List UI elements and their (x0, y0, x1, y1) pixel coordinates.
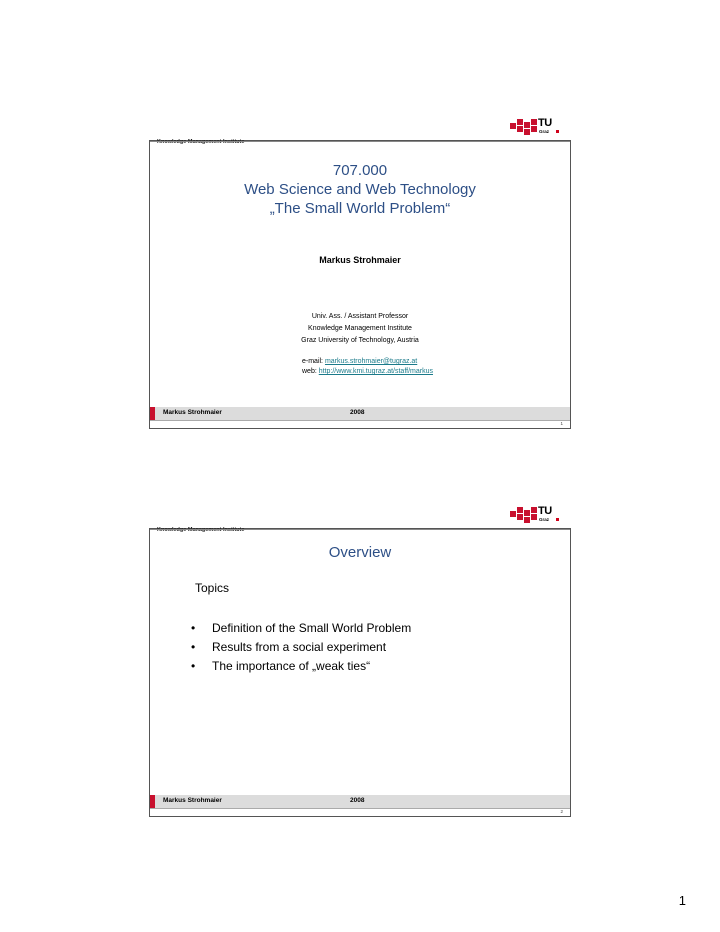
footer-accent (150, 407, 155, 420)
institute-label: Knowledge Management Institute (157, 139, 245, 145)
bullet-icon: • (191, 659, 196, 673)
slide-number: 2 (560, 809, 563, 814)
slide-title (150, 161, 570, 218)
email-link[interactable]: markus.strohmaier@tugraz.at (324, 358, 418, 365)
footer-year: 2008 (350, 797, 365, 804)
logo-dot (556, 518, 559, 521)
page-number: 1 (678, 893, 686, 908)
web-label: web: (302, 368, 319, 375)
slide-1 (149, 117, 571, 429)
affiliation-position: Univ. Ass. / Assistant Professor (311, 313, 409, 320)
footer-bar (150, 795, 570, 808)
lecture-topic: „The Small World Problem“ (269, 200, 451, 217)
bullet-icon: • (191, 640, 196, 654)
logo-graz-text: Graz (539, 129, 550, 134)
list-item: • Results from a social experiment (190, 638, 411, 657)
footer-bar (150, 407, 570, 420)
institute-label: Knowledge Management Institute (157, 527, 245, 533)
logo-dot (556, 130, 559, 133)
topics-list (190, 619, 411, 676)
footer-author: Markus Strohmaier (163, 409, 222, 416)
slide-number: 1 (560, 421, 563, 426)
affiliation-university: Graz University of Technology, Austria (301, 337, 419, 344)
footer-line (150, 808, 570, 809)
list-item: • Definition of the Small World Problem (190, 619, 411, 638)
tu-graz-logo (510, 505, 564, 529)
course-number: 707.000 (332, 162, 388, 179)
affiliation-institute: Knowledge Management Institute (308, 325, 412, 332)
logo-tu-text: TU (538, 117, 552, 129)
header-line (150, 141, 570, 142)
list-item: • The importance of „weak ties“ (190, 657, 411, 676)
footer-author: Markus Strohmaier (163, 797, 222, 804)
course-name: Web Science and Web Technology (244, 181, 476, 198)
footer-accent (150, 795, 155, 808)
bullet-icon: • (191, 621, 196, 635)
header-line (150, 529, 570, 530)
web-link[interactable]: http://www.kmi.tugraz.at/staff/markus (318, 368, 433, 375)
logo-tu-text: TU (538, 505, 552, 517)
tu-graz-logo-icon (510, 119, 537, 135)
affiliation (150, 311, 570, 347)
tu-graz-logo-icon (510, 507, 537, 523)
footer-line (150, 420, 570, 421)
email-label: e-mail: (302, 358, 325, 365)
tu-graz-logo (510, 117, 564, 141)
footer-year: 2008 (350, 409, 365, 416)
contact-info (302, 357, 433, 377)
slide-title: Overview (328, 544, 392, 561)
logo-graz-text: Graz (539, 517, 550, 522)
topics-heading: Topics (195, 581, 230, 595)
author-name: Markus Strohmaier (319, 255, 401, 265)
slide-2 (149, 505, 571, 817)
